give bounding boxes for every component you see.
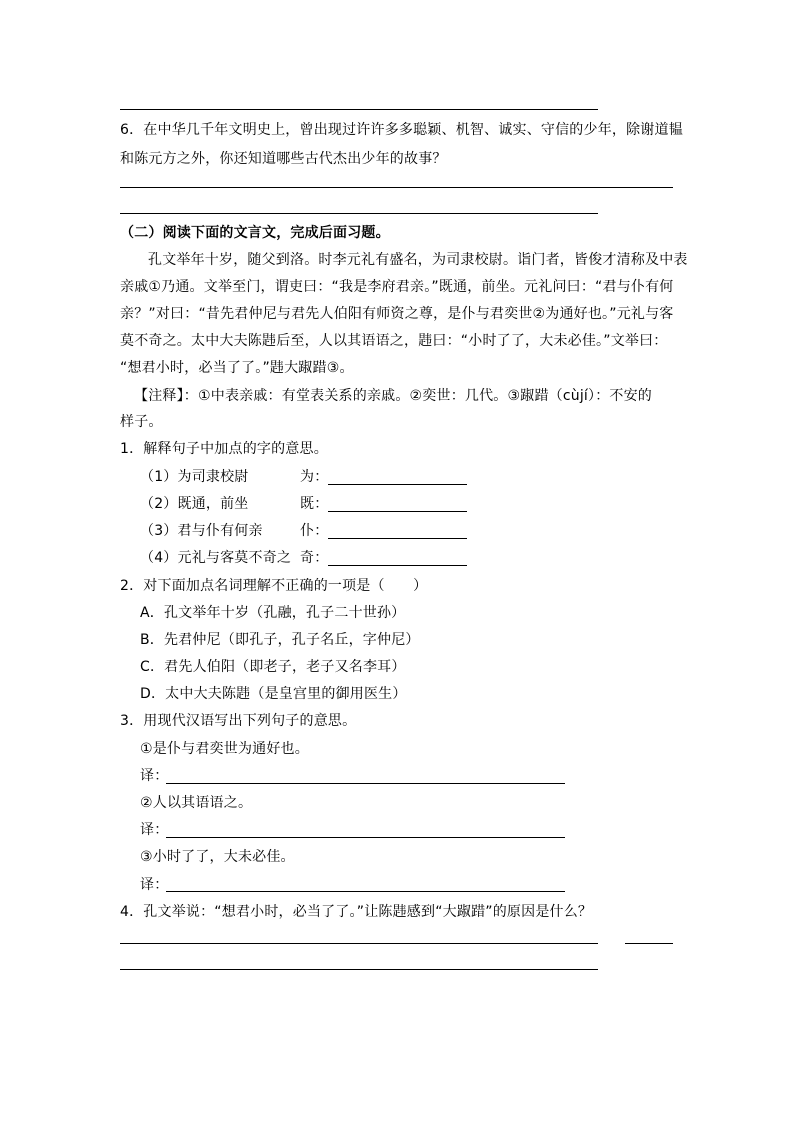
- q1-stem: 1．解释句子中加点的字的意思。: [120, 441, 328, 457]
- q3-sentence: ③小时了了，大未必佳。: [140, 849, 295, 865]
- q1-item-phrase: （2）既通，前坐: [140, 496, 249, 512]
- q3-stem: 3．用现代汉语写出下列句子的意思。: [120, 713, 357, 729]
- answer-blank[interactable]: [328, 538, 467, 539]
- q2-option-c: C．君先人伯阳（即老子，老子又名李耳）: [140, 659, 406, 675]
- section-title: （二）阅读下面的文言文，完成后面习题。: [120, 225, 390, 241]
- q4-stem: 4．孔文举说：“想君小时，必当了了。”让陈韪感到“大踧踖”的原因是什么？: [120, 904, 593, 920]
- passage-line: 莫不奇之。太中大夫陈韪后至，人以其语语之，韪曰：“小时了了，大未必佳。”文举曰：: [120, 333, 668, 349]
- q2-option-a: A．孔文举年十岁（孔融，孔子二十世孙）: [140, 605, 406, 621]
- answer-line[interactable]: [625, 943, 673, 944]
- q3-sentence: ②人以其语语之。: [140, 795, 253, 811]
- q1-item-char: 既：: [300, 496, 329, 512]
- answer-blank[interactable]: [166, 837, 565, 838]
- passage-line: 亲戚①乃通。文举至门，谓吏曰：“我是李府君亲。”既通，前坐。元礼问曰：“君与仆有何: [120, 279, 674, 295]
- answer-line[interactable]: [120, 969, 598, 970]
- q1-item-char: 奇：: [300, 550, 329, 566]
- q2-option-b: B．先君仲尼（即孔子，孔子名丘，字仲尼）: [140, 632, 420, 648]
- q1-item-char: 仆：: [300, 523, 329, 539]
- q2-option-d: D．太中大夫陈韪（是皇宫里的御用医生）: [140, 686, 407, 702]
- passage-line: 亲？”对曰：“昔先君仲尼与君先人伯阳有师资之尊，是仆与君奕世②为通好也。”元礼与客: [120, 306, 674, 322]
- answer-line: [120, 213, 598, 214]
- q3-sentence: ①是仆与君奕世为通好也。: [140, 741, 309, 757]
- answer-blank[interactable]: [328, 484, 467, 485]
- q2-stem: 2．对下面加点名词理解不正确的一项是（ ）: [120, 578, 428, 594]
- translate-label: 译：: [140, 877, 169, 893]
- q1-item-char: 为：: [300, 469, 329, 485]
- answer-line[interactable]: [120, 943, 598, 944]
- notes-line: 样子。: [120, 414, 163, 430]
- q6-line1: 6．在中华几千年文明史上，曾出现过许许多多聪颖、机智、诚实、守信的少年，除谢道韫: [120, 122, 683, 138]
- answer-line: [120, 109, 598, 110]
- answer-blank[interactable]: [166, 783, 565, 784]
- notes-line: 【注释】：①中表亲戚：有堂表关系的亲戚。②奕世：几代。③踧踖（cùjí）：不安的: [134, 388, 652, 404]
- answer-line: [120, 187, 673, 188]
- q1-item-phrase: （1）为司隶校尉: [140, 469, 249, 485]
- q1-item-phrase: （4）元礼与客莫不奇之: [140, 550, 292, 566]
- passage-line: 孔文举年十岁，随父到洛。时李元礼有盛名，为司隶校尉。诣门者，皆俊才清称及中表: [148, 252, 688, 268]
- translate-label: 译：: [140, 768, 169, 784]
- answer-blank[interactable]: [166, 891, 565, 892]
- q1-item-phrase: （3）君与仆有何亲: [140, 523, 263, 539]
- answer-blank[interactable]: [328, 565, 467, 566]
- translate-label: 译：: [140, 822, 169, 838]
- passage-line: “想君小时，必当了了。”韪大踧踖③。: [120, 360, 354, 376]
- answer-blank[interactable]: [328, 511, 467, 512]
- q6-line2: 和陈元方之外，你还知道哪些古代杰出少年的故事？: [120, 151, 447, 167]
